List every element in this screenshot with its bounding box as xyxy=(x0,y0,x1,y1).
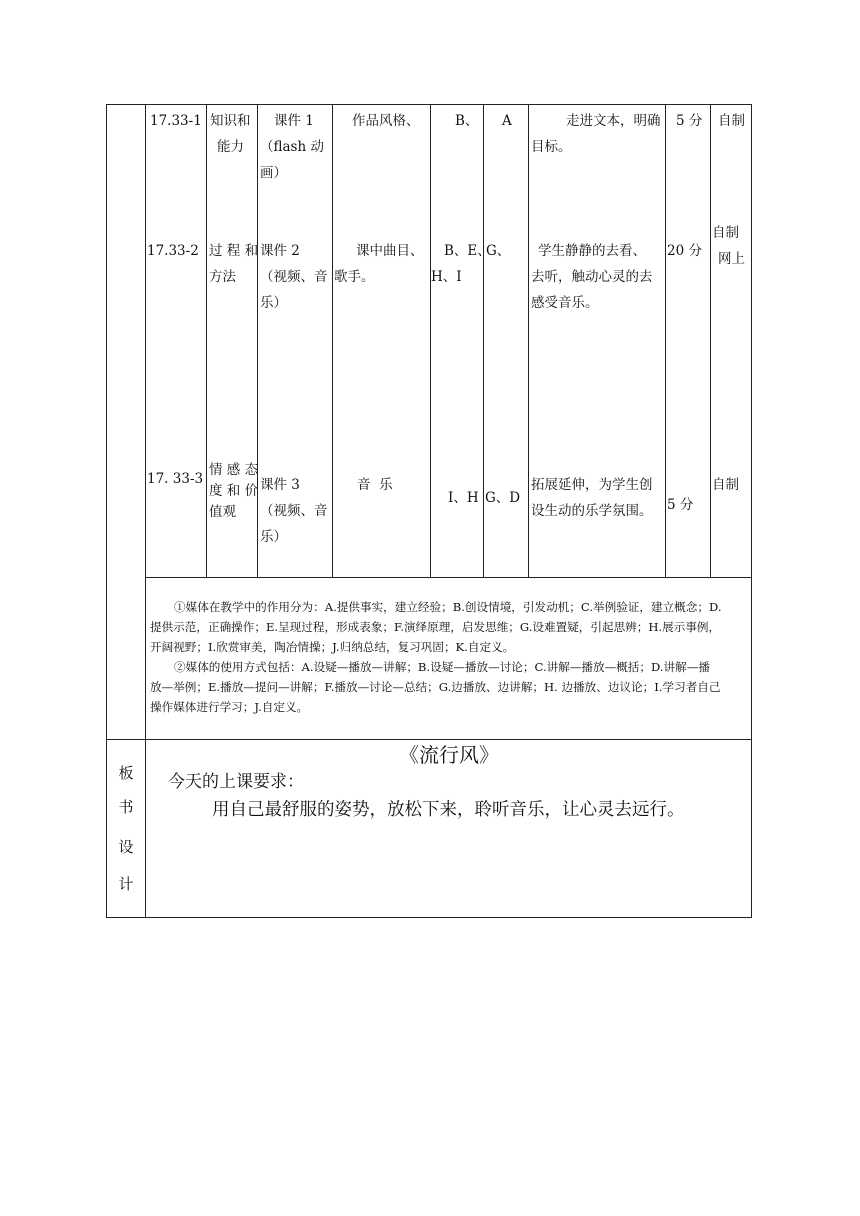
notes-line-2: 提供示范，正确操作；E.呈现过程，形成表象；F.演绎原理，启发思维；G.设难置疑，引起思辨；H.展示事例， xyxy=(150,620,721,634)
row1-role-1: B、 xyxy=(455,113,479,129)
row1-number: 17.33-1 xyxy=(150,113,202,129)
row2-mode: G、 xyxy=(486,243,511,259)
row2-goal-1: 过 程 和 xyxy=(209,243,259,259)
row3-time: 5 分 xyxy=(667,497,694,513)
row1-time: 5 分 xyxy=(676,113,703,129)
row3-design-2: 设生动的乐学氛围。 xyxy=(531,503,653,519)
row2-content-1: 课中曲目、 xyxy=(356,243,424,259)
col-divider xyxy=(528,104,529,577)
row2-source-2: 网上 xyxy=(718,251,745,267)
row3-content-1: 音 乐 xyxy=(357,477,393,493)
row2-design-2: 去听，触动心灵的去 xyxy=(531,269,653,285)
col-divider xyxy=(665,104,666,577)
row1-material-3: 画） xyxy=(260,165,287,181)
notes-line-4: ②媒体的使用方式包括：A.设疑—播放—讲解；B.设疑—播放—讨论；C.讲解—播放—概括；D.讲解—播 xyxy=(174,660,710,674)
row2-content-2: 歌手。 xyxy=(334,269,375,285)
col-divider xyxy=(710,104,711,577)
row2-time: 20 分 xyxy=(667,243,702,259)
row2-source-1: 自制 xyxy=(712,225,739,241)
col-divider xyxy=(332,104,333,577)
col-divider xyxy=(430,104,431,577)
row3-number: 17. 33-3 xyxy=(147,471,204,487)
row3-material-3: 乐） xyxy=(260,529,287,545)
board-requirement-heading: 今天的上课要求： xyxy=(168,772,304,792)
row3-source-1: 自制 xyxy=(712,477,739,493)
row3-goal-2: 度 和 价 xyxy=(209,483,259,499)
row3-goal-1: 情 感 态 xyxy=(209,462,259,478)
row3-mode: G、D xyxy=(485,490,521,506)
board-label-4: 计 xyxy=(118,875,134,893)
row2-role-1: B、E、 xyxy=(444,243,491,259)
row1-design-1: 走进文本，明确 xyxy=(566,113,661,129)
row2-role-2: H、I xyxy=(431,269,462,285)
row1-source-1: 自制 xyxy=(718,113,745,129)
row1-material-2: （flash 动 xyxy=(260,139,324,155)
notes-line-3: 开阔视野；I.欣赏审美，陶冶情操；J.归纳总结，复习巩固；K.自定义。 xyxy=(150,640,515,654)
col-divider xyxy=(483,104,484,577)
col-divider xyxy=(206,104,207,577)
col-divider xyxy=(257,104,258,577)
board-title: 《流行风》 xyxy=(399,743,499,767)
notes-line-6: 操作媒体进行学习；J.自定义。 xyxy=(150,700,309,714)
row2-material-1: 课件 2 xyxy=(260,243,300,259)
board-label-3: 设 xyxy=(118,838,134,856)
row2-material-3: 乐） xyxy=(260,295,287,311)
row1-mode: A xyxy=(502,113,512,129)
row3-role-1: I、H xyxy=(448,490,479,506)
row1-material-1: 课件 1 xyxy=(274,113,314,129)
row2-design-1: 学生静静的去看、 xyxy=(538,243,646,259)
row3-material-1: 课件 3 xyxy=(260,477,300,493)
row2-material-2: （视频、音 xyxy=(260,269,328,285)
board-label-1: 板 xyxy=(118,764,134,782)
notes-line-1: ①媒体在教学中的作用分为：A.提供事实，建立经验；B.创设情境，引发动机；C.举例验证，建立概念；D. xyxy=(174,600,722,614)
row1-content-1: 作品风格、 xyxy=(352,113,420,129)
notes-line-5: 放—举例；E.播放—提问—讲解；F.播放—讨论—总结；G.边播放、边讲解；H. 边播放、边议论；I.学习者自己 xyxy=(150,680,721,694)
row2-number: 17.33-2 xyxy=(147,243,199,259)
board-requirement-text: 用自己最舒服的姿势，放松下来，聆听音乐，让心灵去远行。 xyxy=(212,800,685,820)
row3-goal-3: 值观 xyxy=(209,504,236,520)
row2-design-3: 感受音乐。 xyxy=(531,295,599,311)
row2-goal-2: 方法 xyxy=(209,269,236,285)
row1-goal-2: 能力 xyxy=(217,139,244,155)
row-divider xyxy=(145,577,752,578)
row1-design-2: 目标。 xyxy=(531,139,572,155)
row3-design-1: 拓展延伸，为学生创 xyxy=(531,477,653,493)
row3-material-2: （视频、音 xyxy=(260,503,328,519)
board-label-2: 书 xyxy=(118,798,134,816)
row1-goal-1: 知识和 xyxy=(210,113,251,129)
